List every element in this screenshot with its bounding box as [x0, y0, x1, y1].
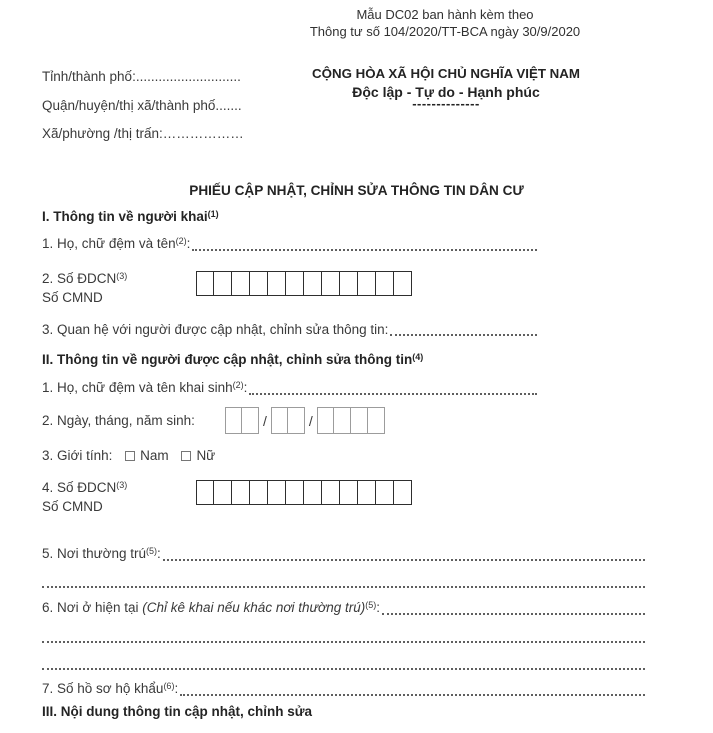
- dotted-input-line[interactable]: [42, 655, 645, 670]
- admin-locality-block: [42, 63, 244, 149]
- date-digit-box[interactable]: [271, 407, 288, 434]
- gender-label: 3. Giới tính:: [42, 448, 113, 463]
- birth-name-label: 1. Họ, chữ đệm và tên khai $\sinh^{(2)}$:: [42, 379, 248, 395]
- digit-box[interactable]: [250, 480, 268, 505]
- date-digit-box[interactable]: [288, 407, 305, 434]
- gender-male-label: Nam: [140, 448, 169, 463]
- form-title: PHIẾU CẬP NHẬT, CHỈNH SỬA THÔNG TIN DÂN CƯ: [189, 183, 524, 198]
- province-field[interactable]: Tỉnh/thành phố:............................: [42, 69, 241, 84]
- date-separator: /: [263, 412, 267, 429]
- digit-box[interactable]: [340, 480, 358, 505]
- digit-box[interactable]: [232, 271, 250, 296]
- birth-month-boxes: [271, 407, 305, 434]
- permanent-residence-continuation: [42, 573, 645, 591]
- issuance-note-line1: Mẫu DC02 ban hành kèm theo: [356, 7, 534, 22]
- digit-box[interactable]: [268, 480, 286, 505]
- permanent-residence-input-line[interactable]: [163, 558, 645, 561]
- birth-day-boxes: [225, 407, 259, 434]
- current-residence-input-line[interactable]: [382, 612, 645, 615]
- gender-female-label: Nữ: [196, 448, 216, 463]
- household-file-input-line[interactable]: [180, 693, 645, 696]
- digit-box[interactable]: [322, 480, 340, 505]
- relationship-row: [42, 321, 537, 339]
- declarant-name-row: [42, 235, 537, 254]
- national-motto: Độc lập - Tự do - Hạnh phúc: [352, 84, 540, 100]
- date-digit-box[interactable]: [225, 407, 242, 434]
- gender-male-checkbox[interactable]: [125, 451, 135, 461]
- digit-box[interactable]: [196, 480, 214, 505]
- motto-separator: --------------: [412, 96, 480, 111]
- relationship-label: 3. Quan hệ với người được cập nhật, chỉnh sửa thông tin:: [42, 322, 389, 337]
- digit-box[interactable]: [376, 480, 394, 505]
- birth-name-row: [42, 379, 537, 398]
- digit-box[interactable]: [268, 271, 286, 296]
- national-header: [290, 66, 602, 111]
- declarant-id-label: 2. Số ĐDCN$^{(3)}$ Số CMND: [42, 270, 128, 305]
- date-digit-box[interactable]: [351, 407, 368, 434]
- digit-box[interactable]: [304, 480, 322, 505]
- district-field[interactable]: Quận/huyện/thị xã/thành phố.......: [42, 97, 242, 113]
- section-2-heading-footnote: (4): [412, 351, 424, 362]
- declarant-name-input-line[interactable]: [192, 248, 537, 251]
- subject-id-boxes: [196, 480, 412, 505]
- relationship-input-line[interactable]: [390, 333, 537, 336]
- section-2-heading-text: II. Thông tin về người được cập nhật, chỉnh sửa thông tin: [42, 352, 413, 367]
- current-residence-label: 6. Nơi ở hiện tại (Chỉ kê khai nếu khác nơi thường trú)$^{(5)}$:: [42, 599, 380, 615]
- declarant-name-label: 1. Họ, chữ đệm và tên$^{(2)}$:: [42, 235, 191, 251]
- ward-field[interactable]: Xã/phường /thị trấn:………………: [42, 126, 244, 141]
- digit-box[interactable]: [340, 271, 358, 296]
- date-digit-box[interactable]: [334, 407, 351, 434]
- birth-date-row: [42, 407, 645, 434]
- issuance-note-line2: Thông tư số 104/2020/TT-BCA ngày 30/9/2020: [309, 24, 581, 39]
- gender-female-checkbox[interactable]: [181, 451, 191, 461]
- subject-id-row: [42, 479, 645, 516]
- section-1-heading-footnote: (1): [207, 208, 219, 219]
- birth-year-boxes: [317, 407, 385, 434]
- digit-box[interactable]: [304, 271, 322, 296]
- digit-box[interactable]: [394, 480, 412, 505]
- current-residence-row: [42, 599, 645, 618]
- form-content: [42, 209, 645, 719]
- current-residence-continuation-2: [42, 655, 645, 673]
- section-2-heading: [42, 352, 645, 367]
- digit-box[interactable]: [196, 271, 214, 296]
- date-digit-box[interactable]: [368, 407, 385, 434]
- gender-row: [42, 448, 645, 463]
- digit-box[interactable]: [376, 271, 394, 296]
- date-digit-box[interactable]: [317, 407, 334, 434]
- digit-box[interactable]: [286, 480, 304, 505]
- household-file-row: [42, 680, 645, 699]
- permanent-residence-row: [42, 545, 645, 564]
- birth-date-boxes: [225, 407, 385, 434]
- digit-box[interactable]: [358, 480, 376, 505]
- dotted-input-line[interactable]: [42, 573, 645, 588]
- digit-box[interactable]: [394, 271, 412, 296]
- subject-id-label: 4. Số ĐDCN$^{(3)}$ Số CMND: [42, 479, 128, 514]
- date-separator: /: [308, 412, 313, 429]
- digit-box[interactable]: [214, 480, 232, 505]
- national-title: CỘNG HÒA XÃ HỘI CHỦ NGHĨA VIỆT NAM: [312, 66, 580, 81]
- digit-box[interactable]: [214, 271, 232, 296]
- birth-name-input-line[interactable]: [249, 392, 537, 395]
- section-3-heading: III. Nội dung thông tin cập nhật, chỉnh sửa: [42, 704, 313, 719]
- section-1-heading: [42, 209, 645, 224]
- permanent-residence-label: 5. Nơi thường trú$^{(5)}$:: [42, 545, 161, 561]
- birth-date-label: 2. Ngày, tháng, năm sinh:: [42, 413, 195, 428]
- dotted-input-line[interactable]: [42, 628, 645, 643]
- section-1-heading-text: I. Thông tin về người khai: [42, 209, 208, 224]
- current-residence-continuation-1: [42, 628, 645, 646]
- household-file-label: 7. Số hồ sơ hộ khẩu$^{(6)}$:: [42, 680, 179, 696]
- declarant-id-row: [42, 270, 645, 307]
- digit-box[interactable]: [286, 271, 304, 296]
- digit-box[interactable]: [250, 271, 268, 296]
- issuance-note: [280, 6, 610, 40]
- digit-box[interactable]: [322, 271, 340, 296]
- date-digit-box[interactable]: [242, 407, 259, 434]
- digit-box[interactable]: [358, 271, 376, 296]
- digit-box[interactable]: [232, 480, 250, 505]
- declarant-id-boxes: [196, 271, 412, 296]
